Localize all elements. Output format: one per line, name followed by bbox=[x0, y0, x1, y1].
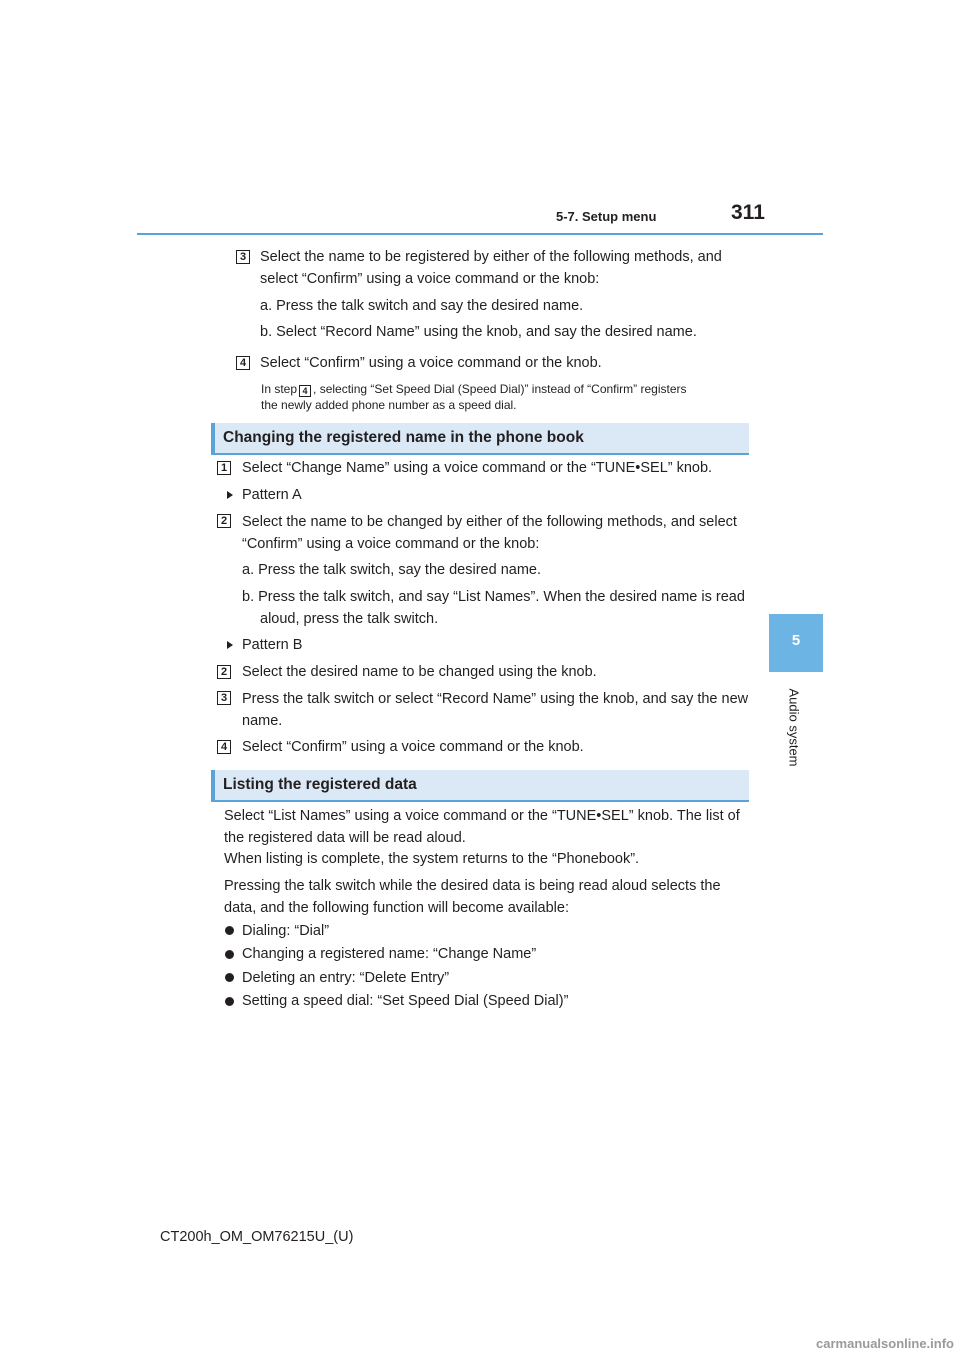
list-item: Setting a speed dial: “Set Speed Dial (Speed Dial)” bbox=[242, 993, 569, 1009]
step-text: Select “Change Name” using a voice command or the “TUNE•SEL” knob. bbox=[242, 460, 713, 476]
paragraph-text: Pressing the talk switch while the desired data is being read aloud selects the bbox=[224, 878, 721, 894]
chapter-title: Audio system bbox=[786, 688, 802, 767]
step-text: “Confirm” using a voice command or the knob: bbox=[242, 536, 540, 552]
step-text: Select “Confirm” using a voice command or the knob. bbox=[242, 739, 584, 755]
bullet-dot-icon bbox=[225, 950, 234, 959]
step-text: name. bbox=[242, 713, 283, 729]
list-item: Dialing: “Dial” bbox=[242, 923, 330, 939]
paragraph-text: data, and the following function will become available: bbox=[224, 900, 569, 916]
step-number-box: 1 bbox=[217, 461, 231, 475]
model-code: CT200h_OM_OM76215U_(U) bbox=[160, 1229, 354, 1245]
pattern-label: Pattern A bbox=[242, 487, 302, 503]
step-text: Press the talk switch or select “Record Name” using the knob, and say the new bbox=[242, 691, 749, 707]
section-header bbox=[211, 423, 749, 455]
list-item: Changing a registered name: “Change Name” bbox=[242, 946, 537, 962]
step-text: Select the desired name to be changed using the knob. bbox=[242, 664, 597, 680]
note-suffix: , selecting “Set Speed Dial (Speed Dial)” instead of “Confirm” registers bbox=[313, 382, 687, 396]
chapter-number: 5 bbox=[791, 632, 801, 649]
watermark: carmanualsonline.info bbox=[816, 1336, 954, 1351]
step-text: Select the name to be changed by either of the following methods, and select bbox=[242, 514, 737, 530]
bullet-dot-icon bbox=[225, 973, 234, 982]
step-number-box: 3 bbox=[236, 250, 250, 264]
note-text bbox=[261, 381, 687, 397]
chapter-tab bbox=[769, 614, 823, 672]
paragraph-text: the registered data will be read aloud. bbox=[224, 830, 466, 846]
section-title: Listing the registered data bbox=[223, 776, 417, 793]
step-number-box: 3 bbox=[217, 691, 231, 705]
option-text: aloud, press the talk switch. bbox=[260, 611, 439, 627]
step-number-box: 2 bbox=[217, 514, 231, 528]
section-title: Changing the registered name in the phone book bbox=[223, 429, 584, 446]
paragraph-text: When listing is complete, the system returns to the “Phonebook”. bbox=[224, 851, 640, 867]
section-heading: 5-7. Setup menu bbox=[556, 209, 657, 224]
list-item: Deleting an entry: “Delete Entry” bbox=[242, 970, 450, 986]
page-number: 311 bbox=[731, 201, 765, 224]
step-text: Select the name to be registered by either of the following methods, and bbox=[260, 249, 722, 265]
step-number-box: 2 bbox=[217, 665, 231, 679]
pattern-arrow-icon bbox=[227, 641, 233, 649]
header-rule bbox=[137, 233, 823, 235]
section-header-bar bbox=[211, 770, 215, 802]
pattern-label: Pattern B bbox=[242, 637, 303, 653]
section-header bbox=[211, 770, 749, 802]
step-ref-box: 4 bbox=[299, 385, 311, 397]
option-text: b. Select “Record Name” using the knob, and say the desired name. bbox=[260, 324, 697, 340]
note-text: the newly added phone number as a speed dial. bbox=[261, 398, 517, 412]
bullet-dot-icon bbox=[225, 926, 234, 935]
step-text: Select “Confirm” using a voice command or the knob. bbox=[260, 355, 602, 371]
option-text: b. Press the talk switch, and say “List Names”. When the desired name is read bbox=[242, 589, 745, 605]
note-prefix: In step bbox=[261, 382, 298, 396]
section-header-bar bbox=[211, 423, 215, 455]
option-text: a. Press the talk switch, say the desired name. bbox=[242, 562, 541, 578]
step-number-box: 4 bbox=[217, 740, 231, 754]
step-text: select “Confirm” using a voice command or the knob: bbox=[260, 271, 600, 287]
option-text: a. Press the talk switch and say the desired name. bbox=[260, 298, 584, 314]
pattern-arrow-icon bbox=[227, 491, 233, 499]
paragraph-text: Select “List Names” using a voice command or the “TUNE•SEL” knob. The list of bbox=[224, 808, 740, 824]
step-number-box: 4 bbox=[236, 356, 250, 370]
bullet-dot-icon bbox=[225, 997, 234, 1006]
